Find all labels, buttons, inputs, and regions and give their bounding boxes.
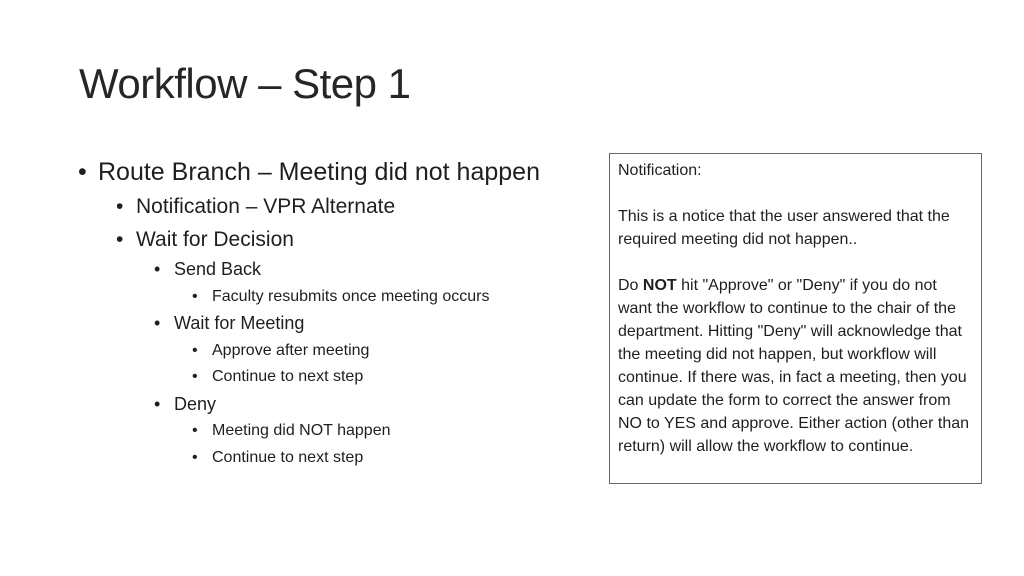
- bullet-icon: •: [154, 393, 161, 414]
- note-para2-bold: NOT: [642, 277, 677, 294]
- list-item: [154, 256, 608, 310]
- note-spacer: [618, 182, 973, 205]
- note-para2-prefix: Do: [618, 277, 643, 294]
- bullet-icon: •: [116, 195, 124, 218]
- list-item: [192, 338, 608, 365]
- bullet-icon: •: [192, 368, 198, 385]
- list-item: [192, 445, 608, 472]
- list-item: [192, 418, 608, 445]
- note-heading: Notification:: [618, 162, 702, 179]
- wait-for-decision-text: Wait for Decision: [136, 228, 294, 251]
- continue-next-step-text: Continue to next step: [212, 448, 364, 466]
- wait-for-meeting-text: Wait for Meeting: [174, 313, 305, 333]
- bullet-icon: •: [192, 287, 198, 305]
- bullet-icon: •: [116, 228, 124, 251]
- bullet-icon: •: [154, 259, 161, 279]
- list-item: [154, 391, 608, 472]
- notification-text: Notification – VPR Alternate: [136, 195, 396, 218]
- bullet-icon: •: [192, 422, 198, 439]
- list-item: [116, 223, 608, 471]
- note-paragraph-1: This is a notice that the user answered that the required meeting did not happen..: [618, 208, 950, 248]
- bullet-icon: •: [192, 341, 198, 359]
- note-para2-rest: hit "Approve" or "Deny" if you do not want the workflow to continue to the chair of the department. Hitting "Deny" will acknowledge that the meeting did not happen, but workflow will continue. If there was, in fact a meeting, then you can update the form to correct the answer from NO to YES and approve. Either action (other than return) will allow the workflow to continue.: [618, 277, 970, 455]
- note-paragraph-2: [618, 274, 973, 458]
- list-item: [192, 284, 608, 311]
- bullet-icon: •: [192, 448, 198, 466]
- list-item: [192, 364, 608, 391]
- send-back-text: Send Back: [174, 259, 262, 279]
- route-branch-text: Route Branch – Meeting did not happen: [98, 158, 540, 186]
- note-spacer: [618, 251, 973, 274]
- list-item: [116, 190, 608, 223]
- slide-title: Workflow – Step 1: [79, 60, 411, 107]
- approve-after-meeting-text: Approve after meeting: [212, 341, 370, 359]
- deny-text: Deny: [174, 393, 217, 414]
- faculty-resubmits-text: Faculty resubmits once meeting occurs: [212, 287, 490, 305]
- continue-next-step-text: Continue to next step: [212, 368, 364, 385]
- list-item: [78, 154, 608, 471]
- bullet-outline: [78, 154, 608, 471]
- meeting-not-happen-text: Meeting did NOT happen: [212, 422, 391, 439]
- bullet-icon: •: [154, 313, 161, 333]
- notification-note-box: [609, 153, 982, 484]
- list-item: [154, 310, 608, 391]
- bullet-icon: •: [78, 158, 87, 186]
